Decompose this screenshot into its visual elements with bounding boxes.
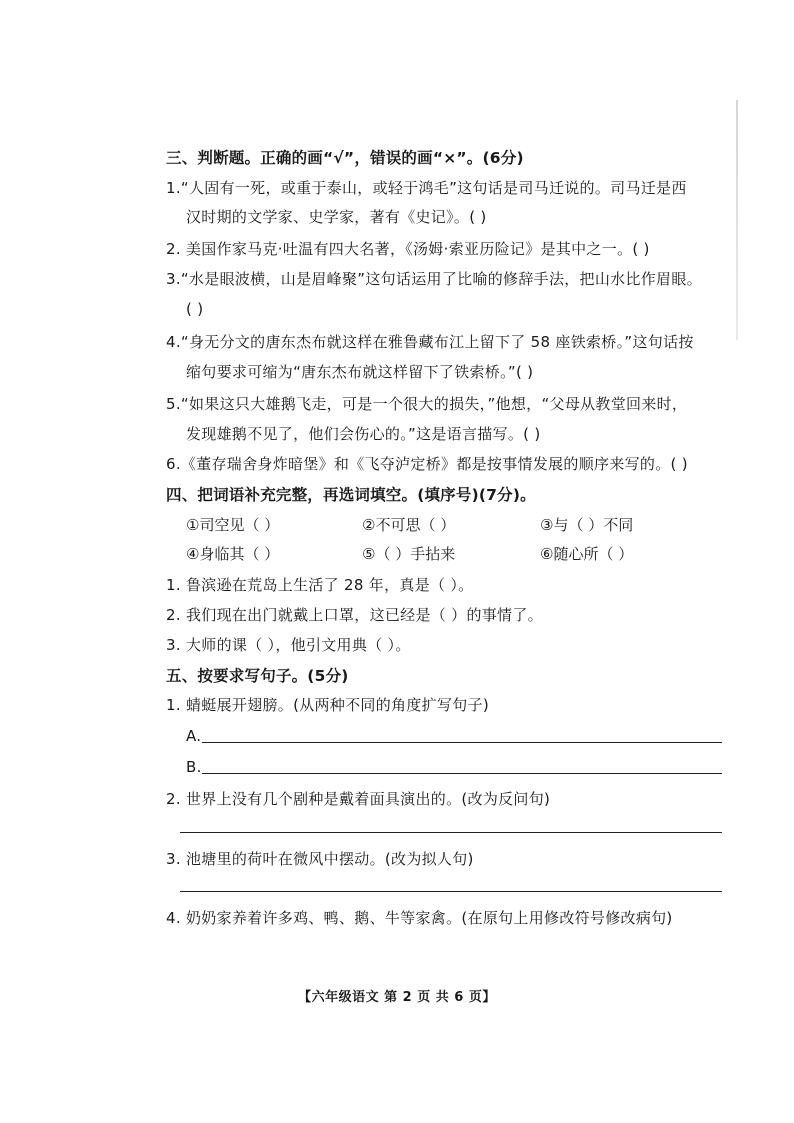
q3-1-line2: 汉时期的文学家、史学家，著有《史记》。( ) (186, 208, 487, 226)
q3-5-line2: 发现雄鹅不见了，他们会伤心的。”这是语言描写。( ) (186, 425, 541, 443)
page-footer: 【六年级语文 第 2 页 共 6 页】 (298, 990, 496, 1005)
q3-3-line1: 3.“水是眼波横，山是眉峰聚”这句话运用了比喻的修辞手法，把山水比作眉眼。 (166, 270, 702, 288)
fill-sentence-3: 3. 大师的课（ ），他引文用典（ ）。 (166, 636, 411, 654)
section-5-title: 五、按要求写句子。(5分) (166, 667, 349, 685)
q3-3-line2: ( ) (186, 300, 204, 318)
q3-2-line1: 2. 美国作家马克·吐温有四大名著，《汤姆·索亚历险记》是其中之一。( ) (166, 240, 650, 258)
q5-1-label-a: A. (186, 727, 202, 745)
q5-1-prompt: 1. 蜻蜓展开翅膀。(从两种不同的角度扩写句子) (166, 696, 489, 714)
word-option-1: ①司空见（ ） (186, 516, 280, 534)
word-option-3: ③与（ ）不同 (540, 516, 634, 534)
answer-line-b[interactable] (202, 773, 722, 774)
word-option-4: ④身临其（ ） (186, 545, 280, 563)
q5-3-prompt: 3. 池塘里的荷叶在微风中摆动。(改为拟人句) (166, 850, 474, 868)
q3-5-line1: 5.“如果这只大雄鹅飞走，可是一个很大的损失，”他想，“父母从教堂回来时， (166, 395, 688, 413)
answer-line-q3[interactable] (180, 891, 722, 892)
scan-edge-shadow (736, 100, 738, 340)
q3-6-line1: 6.《董存瑞舍身炸暗堡》和《飞夺泸定桥》都是按事情发展的顺序来写的。( ) (166, 455, 688, 473)
word-option-5: ⑤（ ）手拈来 (362, 545, 456, 563)
q3-4-line1: 4.“身无分文的唐东杰布就这样在雅鲁藏布江上留下了 58 座铁索桥。”这句话按 (166, 333, 694, 351)
fill-sentence-2: 2. 我们现在出门就戴上口罩，这已经是（ ）的事情了。 (166, 606, 543, 624)
word-option-6: ⑥随心所（ ） (540, 545, 634, 563)
section-4-title: 四、把词语补充完整，再选词填空。(填序号)(7分)。 (166, 486, 536, 504)
answer-line-a[interactable] (202, 742, 722, 743)
q3-4-line2: 缩句要求可缩为“唐东杰布就这样留下了铁索桥。”( ) (186, 363, 534, 381)
q5-2-prompt: 2. 世界上没有几个剧种是戴着面具演出的。(改为反问句) (166, 790, 551, 808)
q3-1-line1: 1.“人固有一死，或重于泰山，或轻于鸿毛”这句话是司马迁说的。司马迁是西 (166, 179, 687, 197)
section-3-title: 三、判断题。正确的画“√”，错误的画“×”。(6分) (166, 149, 524, 167)
answer-line-q2[interactable] (180, 832, 722, 833)
q5-1-label-b: B. (186, 758, 202, 776)
fill-sentence-1: 1. 鲁滨逊在荒岛上生活了 28 年，真是（ ）。 (166, 576, 474, 594)
q5-4-prompt: 4. 奶奶家养着许多鸡、鸭、鹅、牛等家禽。(在原句上用修改符号修改病句) (166, 909, 673, 927)
word-option-2: ②不可思（ ） (362, 516, 456, 534)
